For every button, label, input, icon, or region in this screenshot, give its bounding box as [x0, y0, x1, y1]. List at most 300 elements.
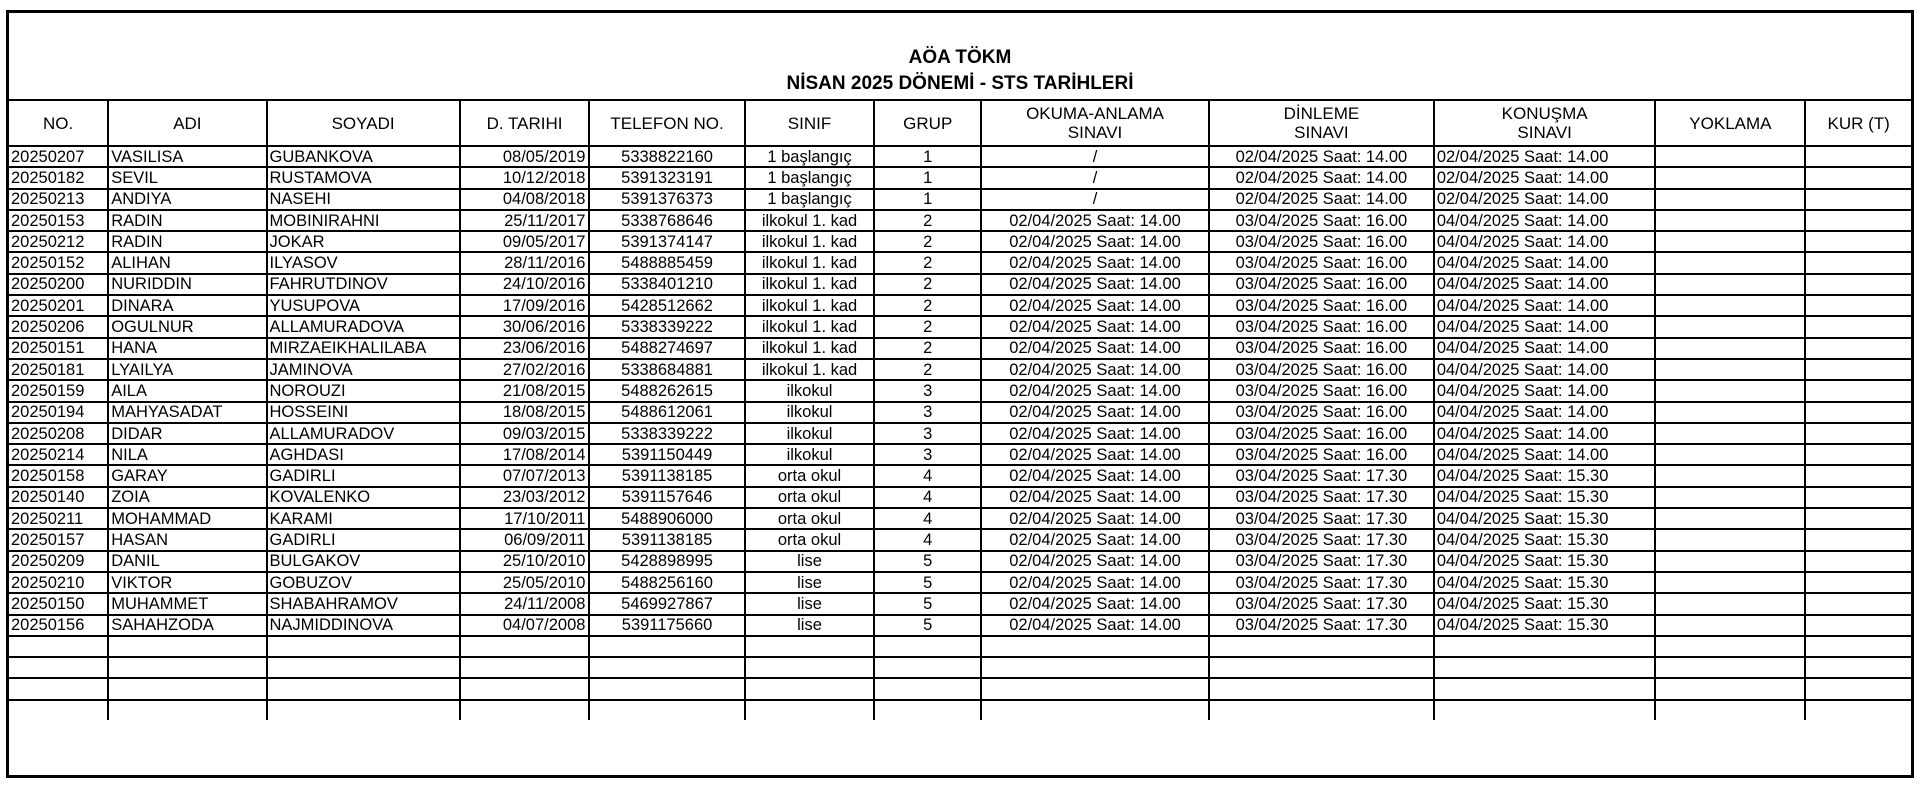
- cell-birth-date: 17/10/2011: [460, 508, 590, 529]
- cell-level: [1805, 252, 1911, 273]
- cell-listening-exam: 03/04/2025 Saat: 16.00: [1209, 210, 1434, 231]
- cell-birth-date: 30/06/2016: [460, 316, 590, 337]
- cell-birth-date: 07/07/2013: [460, 465, 590, 486]
- cell-class: orta okul: [745, 487, 875, 508]
- table-row: [9, 295, 1911, 316]
- cell-phone: [589, 678, 744, 699]
- cell-attendance: [1655, 274, 1805, 295]
- table-row: [9, 657, 1911, 678]
- cell-level: [1805, 167, 1911, 188]
- col-header-surname: SOYADI: [267, 101, 460, 146]
- cell-attendance: [1655, 189, 1805, 210]
- cell-no: [9, 700, 108, 720]
- cell-phone: 5488262615: [589, 380, 744, 401]
- col-header-no: NO.: [9, 101, 108, 146]
- cell-group: 2: [874, 295, 981, 316]
- cell-birth-date: 04/07/2008: [460, 615, 590, 636]
- cell-listening-exam: [1209, 636, 1434, 657]
- cell-attendance: [1655, 380, 1805, 401]
- cell-class: ilkokul 1. kad: [745, 274, 875, 295]
- cell-class: ilkokul 1. kad: [745, 338, 875, 359]
- cell-class: ilkokul 1. kad: [745, 231, 875, 252]
- cell-name: DANIL: [108, 551, 266, 572]
- cell-reading-exam: [981, 678, 1209, 699]
- cell-speaking-exam: 04/04/2025 Saat: 14.00: [1434, 380, 1656, 401]
- cell-birth-date: 25/11/2017: [460, 210, 590, 231]
- col-header-level: KUR (T): [1805, 101, 1911, 146]
- cell-surname: FAHRUTDINOV: [267, 274, 460, 295]
- cell-listening-exam: 03/04/2025 Saat: 16.00: [1209, 295, 1434, 316]
- cell-no: 20250157: [9, 529, 108, 550]
- cell-no: 20250200: [9, 274, 108, 295]
- table-row: [9, 529, 1911, 550]
- cell-birth-date: 24/10/2016: [460, 274, 590, 295]
- cell-birth-date: 17/08/2014: [460, 444, 590, 465]
- cell-level: [1805, 210, 1911, 231]
- cell-no: 20250159: [9, 380, 108, 401]
- cell-no: 20250214: [9, 444, 108, 465]
- cell-level: [1805, 146, 1911, 167]
- cell-listening-exam: 03/04/2025 Saat: 16.00: [1209, 423, 1434, 444]
- cell-level: [1805, 615, 1911, 636]
- cell-group: [874, 700, 981, 720]
- cell-attendance: [1655, 529, 1805, 550]
- cell-listening-exam: 03/04/2025 Saat: 16.00: [1209, 359, 1434, 380]
- cell-speaking-exam: 04/04/2025 Saat: 15.30: [1434, 529, 1656, 550]
- cell-birth-date: 10/12/2018: [460, 167, 590, 188]
- cell-reading-exam: [981, 657, 1209, 678]
- cell-class: ilkokul: [745, 380, 875, 401]
- cell-reading-exam: 02/04/2025 Saat: 14.00: [981, 338, 1209, 359]
- cell-birth-date: 04/08/2018: [460, 189, 590, 210]
- cell-speaking-exam: 04/04/2025 Saat: 14.00: [1434, 444, 1656, 465]
- table-row: [9, 167, 1911, 188]
- cell-group: 5: [874, 593, 981, 614]
- cell-group: [874, 657, 981, 678]
- cell-surname: SHABAHRAMOV: [267, 593, 460, 614]
- table-row: [9, 465, 1911, 486]
- cell-attendance: [1655, 508, 1805, 529]
- cell-class: [745, 700, 875, 720]
- cell-phone: 5391323191: [589, 167, 744, 188]
- cell-reading-exam: 02/04/2025 Saat: 14.00: [981, 274, 1209, 295]
- cell-phone: 5338684881: [589, 359, 744, 380]
- cell-group: 4: [874, 529, 981, 550]
- cell-group: 2: [874, 231, 981, 252]
- cell-group: 2: [874, 338, 981, 359]
- cell-group: 2: [874, 274, 981, 295]
- cell-surname: GADIRLI: [267, 529, 460, 550]
- cell-attendance: [1655, 465, 1805, 486]
- cell-surname: KOVALENKO: [267, 487, 460, 508]
- cell-listening-exam: [1209, 657, 1434, 678]
- cell-name: VIKTOR: [108, 572, 266, 593]
- title-block: [9, 13, 1911, 101]
- cell-reading-exam: 02/04/2025 Saat: 14.00: [981, 252, 1209, 273]
- cell-listening-exam: 02/04/2025 Saat: 14.00: [1209, 146, 1434, 167]
- cell-speaking-exam: 04/04/2025 Saat: 15.30: [1434, 487, 1656, 508]
- cell-name: RADIN: [108, 210, 266, 231]
- cell-attendance: [1655, 338, 1805, 359]
- cell-speaking-exam: 04/04/2025 Saat: 14.00: [1434, 295, 1656, 316]
- cell-class: orta okul: [745, 529, 875, 550]
- cell-no: 20250208: [9, 423, 108, 444]
- cell-surname: JOKAR: [267, 231, 460, 252]
- cell-speaking-exam: 04/04/2025 Saat: 14.00: [1434, 338, 1656, 359]
- cell-speaking-exam: 04/04/2025 Saat: 15.30: [1434, 551, 1656, 572]
- cell-no: [9, 636, 108, 657]
- cell-class: [745, 636, 875, 657]
- cell-level: [1805, 402, 1911, 423]
- cell-name: HANA: [108, 338, 266, 359]
- table-row: [9, 423, 1911, 444]
- cell-no: 20250206: [9, 316, 108, 337]
- cell-speaking-exam: 04/04/2025 Saat: 14.00: [1434, 359, 1656, 380]
- cell-phone: 5488274697: [589, 338, 744, 359]
- cell-name: AILA: [108, 380, 266, 401]
- cell-phone: 5488612061: [589, 402, 744, 423]
- cell-birth-date: 21/08/2015: [460, 380, 590, 401]
- cell-phone: 5391376373: [589, 189, 744, 210]
- cell-birth-date: 08/05/2019: [460, 146, 590, 167]
- cell-listening-exam: 03/04/2025 Saat: 17.30: [1209, 572, 1434, 593]
- cell-attendance: [1655, 636, 1805, 657]
- cell-listening-exam: 03/04/2025 Saat: 16.00: [1209, 252, 1434, 273]
- col-header-speaking-exam: KONUŞMA SINAVI: [1434, 101, 1656, 146]
- cell-surname: AGHDASI: [267, 444, 460, 465]
- cell-no: 20250156: [9, 615, 108, 636]
- table-row: [9, 316, 1911, 337]
- table-row: [9, 551, 1911, 572]
- cell-surname: MIRZAEIKHALILABA: [267, 338, 460, 359]
- cell-class: 1 başlangıç: [745, 189, 875, 210]
- cell-birth-date: 18/08/2015: [460, 402, 590, 423]
- cell-level: [1805, 380, 1911, 401]
- cell-no: 20250158: [9, 465, 108, 486]
- cell-reading-exam: 02/04/2025 Saat: 14.00: [981, 295, 1209, 316]
- cell-class: [745, 678, 875, 699]
- cell-class: ilkokul 1. kad: [745, 316, 875, 337]
- cell-group: 4: [874, 508, 981, 529]
- table-row: [9, 444, 1911, 465]
- cell-group: 2: [874, 359, 981, 380]
- col-header-listening-exam: DİNLEME SINAVI: [1209, 101, 1434, 146]
- cell-surname: ILYASOV: [267, 252, 460, 273]
- cell-class: ilkokul 1. kad: [745, 359, 875, 380]
- cell-birth-date: 09/05/2017: [460, 231, 590, 252]
- cell-attendance: [1655, 551, 1805, 572]
- cell-no: 20250182: [9, 167, 108, 188]
- cell-speaking-exam: [1434, 700, 1656, 720]
- col-header-reading-exam: OKUMA-ANLAMA SINAVI: [981, 101, 1209, 146]
- cell-listening-exam: 03/04/2025 Saat: 17.30: [1209, 551, 1434, 572]
- cell-phone: 5488256160: [589, 572, 744, 593]
- cell-speaking-exam: 02/04/2025 Saat: 14.00: [1434, 189, 1656, 210]
- cell-level: [1805, 593, 1911, 614]
- cell-name: [108, 636, 266, 657]
- col-header-birth-date: D. TARIHI: [460, 101, 590, 146]
- cell-no: [9, 678, 108, 699]
- col-header-class: SINIF: [745, 101, 875, 146]
- cell-phone: 5338822160: [589, 146, 744, 167]
- cell-no: 20250212: [9, 231, 108, 252]
- cell-phone: 5338339222: [589, 316, 744, 337]
- table-row: [9, 231, 1911, 252]
- cell-level: [1805, 465, 1911, 486]
- cell-speaking-exam: [1434, 636, 1656, 657]
- cell-surname: [267, 636, 460, 657]
- cell-reading-exam: 02/04/2025 Saat: 14.00: [981, 529, 1209, 550]
- cell-attendance: [1655, 167, 1805, 188]
- cell-level: [1805, 700, 1911, 720]
- cell-speaking-exam: 04/04/2025 Saat: 14.00: [1434, 316, 1656, 337]
- cell-name: ANDIYA: [108, 189, 266, 210]
- cell-class: ilkokul 1. kad: [745, 210, 875, 231]
- cell-level: [1805, 551, 1911, 572]
- cell-birth-date: 09/03/2015: [460, 423, 590, 444]
- cell-speaking-exam: [1434, 657, 1656, 678]
- cell-listening-exam: 03/04/2025 Saat: 16.00: [1209, 402, 1434, 423]
- cell-surname: NAJMIDDINOVA: [267, 615, 460, 636]
- cell-listening-exam: 03/04/2025 Saat: 16.00: [1209, 274, 1434, 295]
- table-row: [9, 615, 1911, 636]
- cell-surname: GUBANKOVA: [267, 146, 460, 167]
- cell-attendance: [1655, 359, 1805, 380]
- cell-name: LYAILYA: [108, 359, 266, 380]
- cell-speaking-exam: 04/04/2025 Saat: 14.00: [1434, 274, 1656, 295]
- cell-surname: BULGAKOV: [267, 551, 460, 572]
- cell-group: 5: [874, 615, 981, 636]
- cell-level: [1805, 657, 1911, 678]
- cell-name: DINARA: [108, 295, 266, 316]
- cell-class: orta okul: [745, 465, 875, 486]
- cell-level: [1805, 231, 1911, 252]
- cell-surname: GOBUZOV: [267, 572, 460, 593]
- cell-listening-exam: 02/04/2025 Saat: 14.00: [1209, 189, 1434, 210]
- cell-group: [874, 636, 981, 657]
- cell-level: [1805, 636, 1911, 657]
- cell-attendance: [1655, 316, 1805, 337]
- cell-reading-exam: /: [981, 167, 1209, 188]
- cell-name: SEVIL: [108, 167, 266, 188]
- cell-listening-exam: 03/04/2025 Saat: 16.00: [1209, 231, 1434, 252]
- cell-class: lise: [745, 593, 875, 614]
- cell-reading-exam: 02/04/2025 Saat: 14.00: [981, 380, 1209, 401]
- cell-level: [1805, 359, 1911, 380]
- cell-name: GARAY: [108, 465, 266, 486]
- cell-surname: KARAMI: [267, 508, 460, 529]
- cell-group: 4: [874, 487, 981, 508]
- cell-surname: MOBINIRAHNI: [267, 210, 460, 231]
- cell-phone: 5391138185: [589, 529, 744, 550]
- cell-speaking-exam: 04/04/2025 Saat: 15.30: [1434, 572, 1656, 593]
- cell-phone: 5391374147: [589, 231, 744, 252]
- cell-listening-exam: [1209, 700, 1434, 720]
- cell-reading-exam: 02/04/2025 Saat: 14.00: [981, 359, 1209, 380]
- cell-no: 20250152: [9, 252, 108, 273]
- cell-level: [1805, 444, 1911, 465]
- col-header-phone: TELEFON NO.: [589, 101, 744, 146]
- cell-group: 1: [874, 146, 981, 167]
- cell-no: 20250213: [9, 189, 108, 210]
- cell-class: ilkokul 1. kad: [745, 252, 875, 273]
- cell-attendance: [1655, 295, 1805, 316]
- cell-attendance: [1655, 615, 1805, 636]
- cell-speaking-exam: 04/04/2025 Saat: 15.30: [1434, 593, 1656, 614]
- cell-reading-exam: 02/04/2025 Saat: 14.00: [981, 572, 1209, 593]
- cell-level: [1805, 529, 1911, 550]
- cell-name: [108, 678, 266, 699]
- cell-level: [1805, 423, 1911, 444]
- cell-group: 3: [874, 444, 981, 465]
- cell-attendance: [1655, 593, 1805, 614]
- cell-phone: 5391138185: [589, 465, 744, 486]
- cell-phone: 5338401210: [589, 274, 744, 295]
- cell-group: 2: [874, 252, 981, 273]
- header-row: [9, 101, 1911, 146]
- cell-class: ilkokul 1. kad: [745, 295, 875, 316]
- cell-reading-exam: /: [981, 146, 1209, 167]
- cell-listening-exam: 03/04/2025 Saat: 17.30: [1209, 593, 1434, 614]
- table-row: [9, 402, 1911, 423]
- cell-phone: [589, 636, 744, 657]
- cell-speaking-exam: 04/04/2025 Saat: 14.00: [1434, 252, 1656, 273]
- cell-surname: ALLAMURADOVA: [267, 316, 460, 337]
- cell-reading-exam: 02/04/2025 Saat: 14.00: [981, 615, 1209, 636]
- cell-birth-date: 28/11/2016: [460, 252, 590, 273]
- cell-no: 20250211: [9, 508, 108, 529]
- cell-reading-exam: 02/04/2025 Saat: 14.00: [981, 487, 1209, 508]
- cell-group: 5: [874, 572, 981, 593]
- cell-speaking-exam: 04/04/2025 Saat: 14.00: [1434, 402, 1656, 423]
- cell-listening-exam: 03/04/2025 Saat: 16.00: [1209, 316, 1434, 337]
- cell-attendance: [1655, 231, 1805, 252]
- cell-phone: 5391157646: [589, 487, 744, 508]
- cell-no: 20250181: [9, 359, 108, 380]
- cell-attendance: [1655, 210, 1805, 231]
- cell-no: 20250210: [9, 572, 108, 593]
- cell-speaking-exam: 02/04/2025 Saat: 14.00: [1434, 146, 1656, 167]
- cell-phone: 5338339222: [589, 423, 744, 444]
- cell-reading-exam: 02/04/2025 Saat: 14.00: [981, 231, 1209, 252]
- cell-level: [1805, 678, 1911, 699]
- table-row: [9, 593, 1911, 614]
- cell-speaking-exam: 04/04/2025 Saat: 14.00: [1434, 423, 1656, 444]
- cell-surname: YUSUPOVA: [267, 295, 460, 316]
- cell-surname: ALLAMURADOV: [267, 423, 460, 444]
- cell-reading-exam: 02/04/2025 Saat: 14.00: [981, 423, 1209, 444]
- table-row: [9, 636, 1911, 657]
- cell-group: 3: [874, 423, 981, 444]
- cell-birth-date: 23/06/2016: [460, 338, 590, 359]
- cell-attendance: [1655, 487, 1805, 508]
- cell-group: 3: [874, 402, 981, 423]
- cell-phone: 5469927867: [589, 593, 744, 614]
- cell-name: MOHAMMAD: [108, 508, 266, 529]
- cell-group: 1: [874, 167, 981, 188]
- cell-name: [108, 700, 266, 720]
- cell-reading-exam: 02/04/2025 Saat: 14.00: [981, 508, 1209, 529]
- cell-attendance: [1655, 146, 1805, 167]
- cell-reading-exam: 02/04/2025 Saat: 14.00: [981, 593, 1209, 614]
- col-header-group: GRUP: [874, 101, 981, 146]
- table-row: [9, 274, 1911, 295]
- cell-class: orta okul: [745, 508, 875, 529]
- cell-phone: 5428898995: [589, 551, 744, 572]
- col-header-name: ADI: [108, 101, 266, 146]
- cell-reading-exam: 02/04/2025 Saat: 14.00: [981, 551, 1209, 572]
- cell-name: MAHYASADAT: [108, 402, 266, 423]
- table-row: [9, 210, 1911, 231]
- table-row: [9, 700, 1911, 720]
- cell-class: lise: [745, 615, 875, 636]
- cell-name: NILA: [108, 444, 266, 465]
- cell-listening-exam: 03/04/2025 Saat: 17.30: [1209, 508, 1434, 529]
- cell-speaking-exam: 04/04/2025 Saat: 15.30: [1434, 508, 1656, 529]
- cell-phone: 5488906000: [589, 508, 744, 529]
- cell-birth-date: [460, 657, 590, 678]
- cell-surname: [267, 700, 460, 720]
- cell-no: 20250151: [9, 338, 108, 359]
- cell-speaking-exam: 02/04/2025 Saat: 14.00: [1434, 167, 1656, 188]
- cell-reading-exam: 02/04/2025 Saat: 14.00: [981, 210, 1209, 231]
- cell-surname: JAMINOVA: [267, 359, 460, 380]
- cell-attendance: [1655, 700, 1805, 720]
- cell-surname: RUSTAMOVA: [267, 167, 460, 188]
- cell-group: 2: [874, 210, 981, 231]
- cell-name: HASAN: [108, 529, 266, 550]
- cell-birth-date: [460, 678, 590, 699]
- cell-group: 5: [874, 551, 981, 572]
- cell-level: [1805, 274, 1911, 295]
- cell-no: 20250150: [9, 593, 108, 614]
- cell-name: ZOIA: [108, 487, 266, 508]
- cell-listening-exam: [1209, 678, 1434, 699]
- cell-name: ALIHAN: [108, 252, 266, 273]
- table-row: [9, 508, 1911, 529]
- cell-class: [745, 657, 875, 678]
- cell-phone: 5391175660: [589, 615, 744, 636]
- cell-listening-exam: 03/04/2025 Saat: 17.30: [1209, 615, 1434, 636]
- cell-birth-date: 25/10/2010: [460, 551, 590, 572]
- cell-phone: 5488885459: [589, 252, 744, 273]
- table-row: [9, 678, 1911, 699]
- cell-group: 1: [874, 189, 981, 210]
- cell-surname: NOROUZI: [267, 380, 460, 401]
- cell-listening-exam: 03/04/2025 Saat: 17.30: [1209, 465, 1434, 486]
- cell-name: RADIN: [108, 231, 266, 252]
- cell-birth-date: [460, 700, 590, 720]
- cell-phone: 5338768646: [589, 210, 744, 231]
- cell-name: DIDAR: [108, 423, 266, 444]
- table-body: [9, 146, 1911, 720]
- cell-speaking-exam: 04/04/2025 Saat: 14.00: [1434, 231, 1656, 252]
- table-row: [9, 189, 1911, 210]
- cell-reading-exam: 02/04/2025 Saat: 14.00: [981, 444, 1209, 465]
- table-row: [9, 487, 1911, 508]
- cell-listening-exam: 03/04/2025 Saat: 16.00: [1209, 380, 1434, 401]
- cell-speaking-exam: [1434, 678, 1656, 699]
- roster-sheet: [6, 10, 1914, 778]
- cell-surname: [267, 678, 460, 699]
- cell-name: VASILISA: [108, 146, 266, 167]
- cell-no: 20250140: [9, 487, 108, 508]
- cell-speaking-exam: 04/04/2025 Saat: 15.30: [1434, 465, 1656, 486]
- cell-attendance: [1655, 572, 1805, 593]
- cell-listening-exam: 03/04/2025 Saat: 17.30: [1209, 487, 1434, 508]
- cell-class: 1 başlangıç: [745, 146, 875, 167]
- cell-birth-date: 06/09/2011: [460, 529, 590, 550]
